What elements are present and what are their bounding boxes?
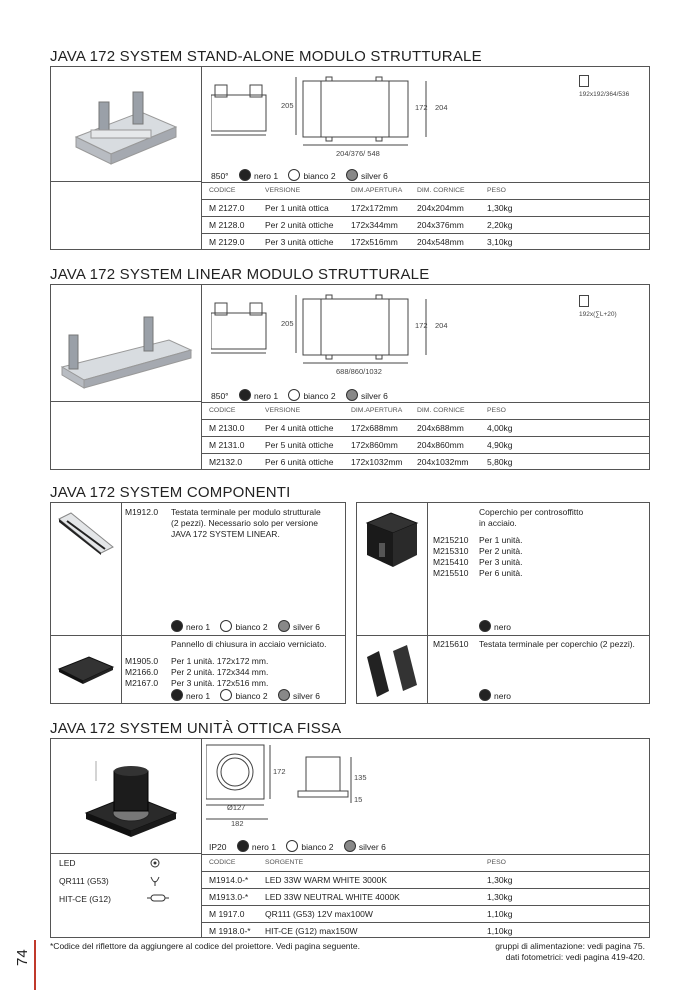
optic-unit-photo [76,751,186,847]
dim-width: 204/376/ 548 [336,149,380,158]
table-header: CODICE VERSIONE DIM.APERTURA DIM. CORNICE PESO [201,182,650,199]
table-row: M 2130.0 Per 4 unità ottiche 172x688mm 204x688mm 4,00kg [201,419,650,436]
linear-module-photo [59,305,194,390]
nero-swatch-icon [171,620,183,632]
section-standalone-box [50,66,650,250]
table-row: M 1918.0-* HIT-CE (G12) max150W 1,10kg [201,922,650,939]
footer-note: *Codice del riflettore da aggiungere al codice del proiettore. Vedi pagina seguente. [50,941,360,951]
legend-qr111: QR111 (G53) [59,876,109,886]
linear-module-drawing [211,293,591,373]
table-header: CODICE SORGENTE PESO [201,854,650,871]
cutout-icon [579,295,589,307]
component-desc-line: Testata terminale per coperchio (2 pezzi). [479,639,635,649]
dim-flange: 15 [354,795,363,804]
dim-top: 172 [273,767,286,776]
table-row: M 2128.0 Per 2 unità ottiche 172x344mm 204x376mm 2,20kg [201,216,650,233]
color-options: nero 1 bianco 2 silver 6 [171,620,328,632]
section-title-componenti: JAVA 172 SYSTEM COMPONENTI [50,484,291,501]
component-code: M1905.0 [125,656,159,666]
halogen-lamp-icon [149,875,161,887]
component-code: M2167.0 [125,678,159,688]
bianco-swatch-icon [220,620,232,632]
section-title-linear: JAVA 172 SYSTEM LINEAR MODULO STRUTTURALE [50,266,430,283]
dim-width: 688/860/1032 [336,367,382,376]
silver-swatch-icon [346,169,358,181]
page-number: 74 [14,949,31,966]
table-row: M 2131.0 Per 5 unità ottiche 172x860mm 204x860mm 4,90kg [201,436,650,453]
components-right-box [356,502,650,704]
table-row: M 1917.0 QR111 (G53) 12V max100W 1,10kg [201,905,650,922]
dim-outer: 204 [435,103,448,112]
dim-frame: 182 [231,819,244,828]
color-options: 850° nero 1 bianco 2 silver 6 [211,171,388,181]
color-options: nero [479,620,519,632]
table-header: CODICE VERSIONE DIM.APERTURA DIM. CORNICE PESO [201,402,650,419]
section-optic-box [50,738,650,938]
linear-table [201,402,650,470]
footer-power-supply-ref: gruppi di alimentazione: vedi pagina 75. [495,941,645,951]
closing-panel-photo [57,653,115,685]
component-code: M215510 [433,568,469,578]
color-options: nero [479,689,519,701]
table-row: M2132.0 Per 6 unità ottiche 172x1032mm 204x1032mm 5,80kg [201,453,650,470]
component-desc-line: Per 3 unità. [479,557,523,567]
nero-swatch-icon [239,389,251,401]
table-row: M1914.0-* LED 33W WARM WHITE 3000K 1,30kg [201,871,650,888]
dim-outer: 204 [435,321,448,330]
dim-height: 135 [354,773,367,782]
legend-led: LED [59,858,76,868]
color-options: nero 1 bianco 2 silver 6 [171,689,328,701]
component-code: M2166.0 [125,667,159,677]
color-options: IP20 nero 1 bianco 2 silver 6 [209,842,386,852]
silver-swatch-icon [346,389,358,401]
components-left-box [50,502,346,704]
component-desc-line: Per 2 unità. [479,546,523,556]
cutout-icon [579,75,589,87]
standalone-table [201,182,650,250]
nero-swatch-icon [479,620,491,632]
color-options: 850° nero 1 bianco 2 silver 6 [211,391,388,401]
cover-end-cap-photo [363,643,421,701]
component-desc-line: (2 pezzi). Necessario solo per versione [171,518,318,528]
table-row: M1913.0-* LED 33W NEUTRAL WHITE 4000K 1,30kg [201,888,650,905]
dim-height: 205 [281,101,294,110]
component-code: M215410 [433,557,469,567]
nero-swatch-icon [479,689,491,701]
component-code: M1912.0 [125,507,159,517]
footer-photometric-ref: dati fotometrici: vedi pagina 419-420. [505,952,645,962]
table-row: M 2127.0 Per 1 unità ottica 172x172mm 204x204mm 1,30kg [201,199,650,216]
component-heading: in acciaio. [479,518,517,528]
component-heading: Coperchio per controsoffitto [479,507,584,517]
page-accent-bar [34,940,36,990]
ceiling-cover-photo [361,509,423,571]
component-desc-line: Per 1 unità. 172x172 mm. [171,656,269,666]
led-icon [149,857,161,869]
optic-table [201,854,650,938]
component-heading: Pannello di chiusura in acciaio verniciato. [171,639,327,649]
legend-hitce: HIT-CE (G12) [59,894,111,904]
dim-inner: 172 [415,321,428,330]
bianco-swatch-icon [220,689,232,701]
component-code: M215310 [433,546,469,556]
component-desc-line: Per 3 unità. 172x516 mm. [171,678,269,688]
section-title-unita-ottica: JAVA 172 SYSTEM UNITÀ OTTICA FISSA [50,720,342,737]
cutout-dim: 192x(∑L+20) [579,311,617,318]
silver-swatch-icon [278,620,290,632]
dim-height: 205 [281,319,294,328]
section-linear-box [50,284,650,470]
silver-swatch-icon [278,689,290,701]
section-title-standalone: JAVA 172 SYSTEM STAND-ALONE MODULO STRUTTURALE [50,48,482,65]
component-desc-line: Testata terminale per modulo strutturale [171,507,321,517]
bianco-swatch-icon [288,169,300,181]
silver-swatch-icon [344,840,356,852]
component-code: M215610 [433,639,469,649]
end-cap-photo [57,511,115,556]
component-desc-line: Per 1 unità. [479,535,523,545]
cutout-dim: 192x192/364/536 [579,91,630,98]
bianco-swatch-icon [286,840,298,852]
component-code: M215210 [433,535,469,545]
standalone-module-photo [71,82,181,167]
nero-swatch-icon [237,840,249,852]
dim-inner: 172 [415,103,428,112]
table-row: M 2129.0 Per 3 unità ottiche 172x516mm 204x548mm 3,10kg [201,233,650,250]
component-desc-line: Per 6 unità. [479,568,523,578]
dim-diameter: Ø127 [227,803,246,812]
standalone-module-drawing [211,75,591,155]
component-desc-line: Per 2 unità. 172x344 mm. [171,667,269,677]
nero-swatch-icon [239,169,251,181]
nero-swatch-icon [171,689,183,701]
bianco-swatch-icon [288,389,300,401]
component-desc-line: JAVA 172 SYSTEM LINEAR. [171,529,280,539]
metal-halide-lamp-icon [147,893,169,903]
